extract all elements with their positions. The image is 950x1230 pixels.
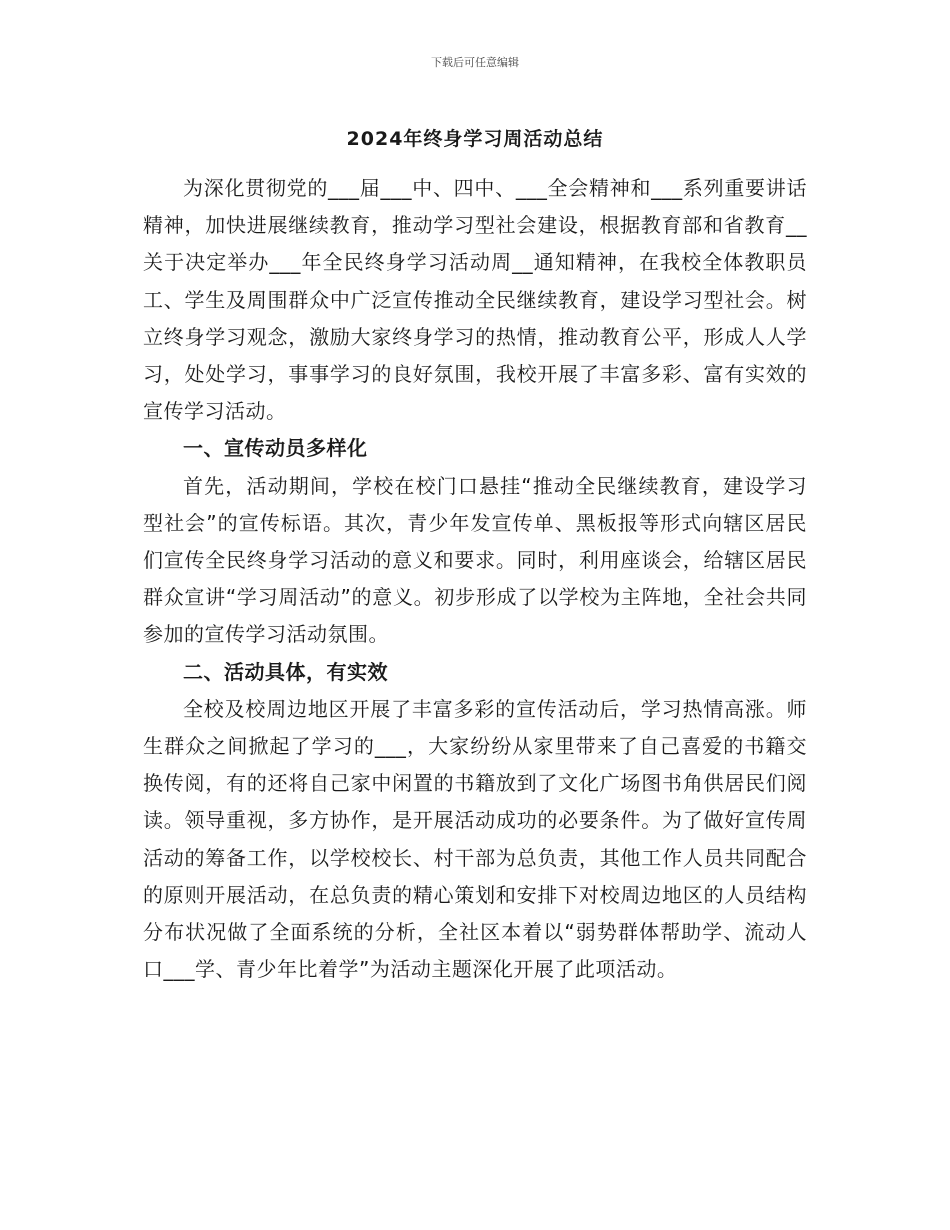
section-paragraph-2: 全校及校周边地区开展了丰富多彩的宣传活动后，学习热情高涨。师生群众之间掀起了学习的___，大家纷纷从家里带来了自己喜爱的书籍交换传阅，有的还将自己家中闲置的书籍放到了文化广场图书角供居民们阅读。领导重视，多方协作，是开展活动成功的必要条件。为了做好宣传周活动的筹备工作，以学校校长、村干部为总负责，其他工作人员共同配合的原则开展活动，在总负责的精心策划和安排下对校周边地区的人员结构分布状况做了全面系统的分析，全社区本着以“弱势群体帮助学、流动人口___学、青少年比着学”为活动主题深化开展了此项活动。	[143, 696, 807, 982]
header-note: 下载后可任意编辑	[431, 56, 519, 69]
section-paragraph-1: 首先，活动期间，学校在校门口悬挂“推动全民继续教育，建设学习型社会”的宣传标语。其次，青少年发宣传单、黑板报等形式向辖区居民们宣传全民终身学习活动的意义和要求。同时，利用座谈会，给辖区居民群众宣讲“学习周活动”的意义。初步形成了以学校为主阵地，全社会共同参加的宣传学习活动氛围。	[143, 473, 807, 647]
document-body	[143, 170, 807, 988]
document-title: 2024年终身学习周活动总结	[346, 128, 604, 150]
section-heading-1: 一、宣传动员多样化	[183, 436, 368, 461]
intro-paragraph: 为深化贯彻党的___届___中、四中、___全会精神和___系列重要讲话精神，加快进展继续教育，推动学习型社会建设，根据教育部和省教育__关于决定举办___年全民终身学习活动周__通知精神，在我校全体教职员工、学生及周围群众中广泛宣传推动全民继续教育，建设学习型社会。树立终身学习观念，激励大家终身学习的热情，推动教育公平，形成人人学习，处处学习，事事学习的良好氛围，我校开展了丰富多彩、富有实效的宣传学习活动。	[143, 176, 807, 424]
section-heading-2: 二、活动具体，有实效	[183, 659, 388, 684]
